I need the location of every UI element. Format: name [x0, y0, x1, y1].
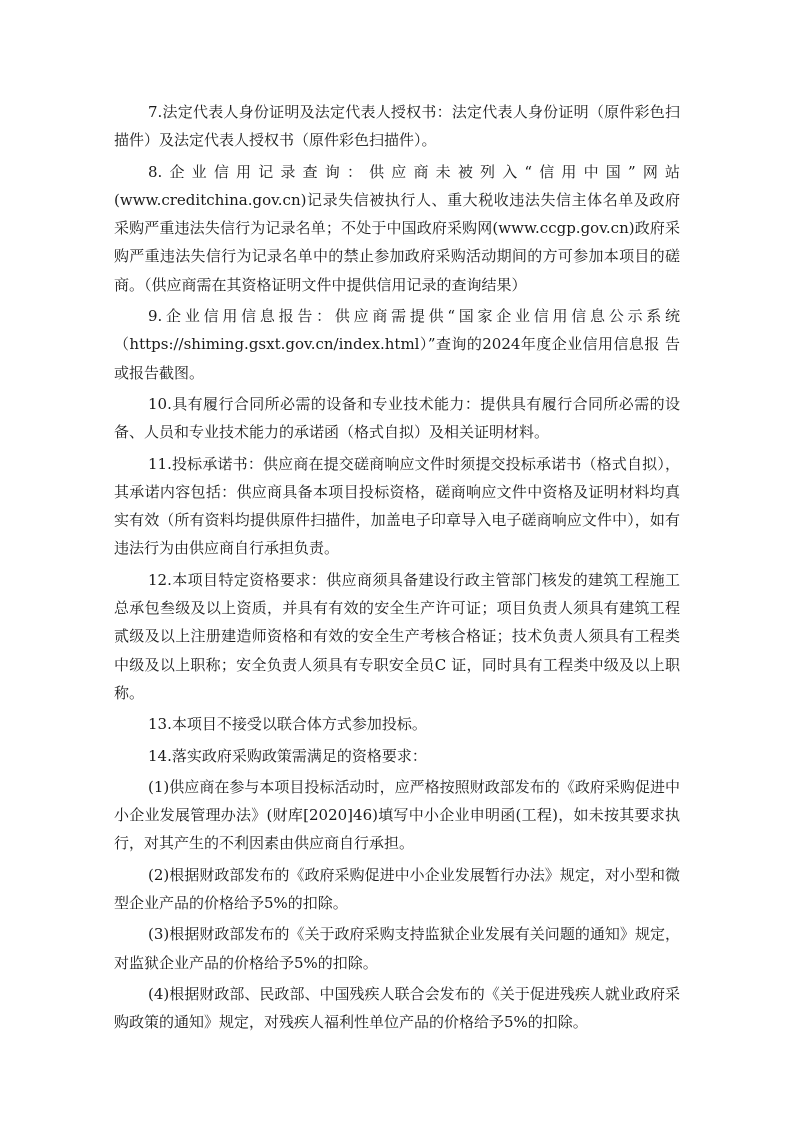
paragraph-legal-representative: 7.法定代表人身份证明及法定代表人授权书：法定代表人身份证明（原件彩色扫描件）及法定代表人授权书（原件彩色扫描件）。: [114, 103, 680, 150]
paragraph-bid-commitment: 11.投标承诺书：供应商在提交磋商响应文件时须提交投标承诺书（格式自拟），其承诺内容包括：供应商具备本项目投标资格，磋商响应文件中资格及证明材料均真实有效（所有资料均提供原件扫描件，加盖电子印章导入电子磋商响应文件中），如有违法行为由供应商自行承担负责。: [114, 454, 680, 558]
document-page: [114, 98, 680, 1040]
paragraph-credit-record: 8.企业信用记录查询：供应商未被列入“信用中国”网站(www.creditchina.gov.cn)记录失信被执行人、重大税收违法失信主体名单及政府采购严重违法失信行为记录名单；不处于中国政府采购网(www.ccgp.gov.cn)政府采购严重违法失信行为记录名单中的禁止参加政府采购活动期间的方可参加本项目的磋商。（供应商需在其资格证明文件中提供信用记录的查询结果）: [114, 162, 680, 294]
paragraph-equipment-capability: 10.具有履行合同所必需的设备和专业技术能力：提供具有履行合同所必需的设备、人员和专业技术能力的承诺函（格式自拟）及相关证明材料。: [114, 394, 680, 442]
paragraph-credit-report: 9.企业信用信息报告：供应商需提供“国家企业信用信息公示系统（https://shiming.gsxt.gov.cn/index.html）”查询的2024年度企业信用信息报 告或报告截图。: [114, 307, 680, 382]
paragraph-policy-heading: 14.落实政府采购政策需满足的资格要求：: [148, 746, 427, 765]
paragraph-policy-small-micro: (2)根据财政部发布的《政府采购促进中小企业发展暂行办法》规定，对小型和微型企业产品的价格给予5%的扣除。: [114, 865, 680, 913]
paragraph-policy-disabled: (4)根据财政部、民政部、中国残疾人联合会发布的《关于促进残疾人就业政府采购政策的通知》规定，对残疾人福利性单位产品的价格给予5%的扣除。: [114, 984, 680, 1032]
paragraph-no-consortium: 13.本项目不接受以联合体方式参加投标。: [148, 715, 427, 734]
paragraph-policy-sme: (1)供应商在参与本项目投标活动时，应严格按照财政部发布的《政府采购促进中小企业发展管理办法》(财库[2020]46)填写中小企业申明函(工程)，如未按其要求执行，对其产生的不利因素由供应商自行承担。: [114, 777, 680, 853]
paragraph-special-qualification: 12.本项目特定资格要求：供应商须具备建设行政主管部门核发的建筑工程施工总承包叁级及以上资质，并具有有效的安全生产许可证；项目负责人须具有建筑工程贰级及以上注册建造师资格和有效的安全生产考核合格证；技术负责人须具有工程类中级及以上职称；安全负责人须具有专职安全员C 证，同时具有工程类中级及以上职称。: [114, 570, 680, 702]
paragraph-policy-prison: (3)根据财政部发布的《关于政府采购支持监狱企业发展有关问题的通知》规定，对监狱企业产品的价格给予5%的扣除。: [114, 925, 680, 972]
